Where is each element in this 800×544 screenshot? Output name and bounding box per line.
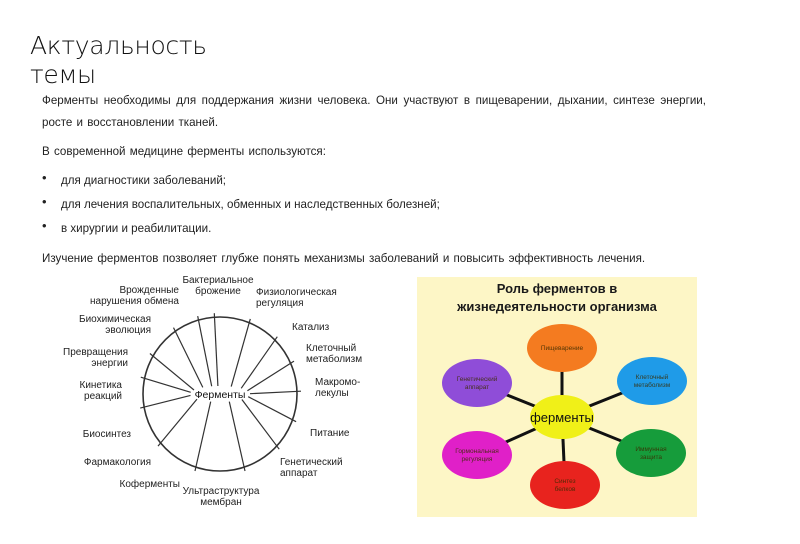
wheel-label [183, 486, 260, 508]
wheel-spoke [231, 319, 250, 387]
role-node [442, 359, 512, 407]
role-center-label: ферменты [530, 410, 594, 425]
title-line-2: темы [30, 60, 96, 89]
role-node-label-line: защита [639, 454, 663, 461]
wheel-label-line: реакций [84, 391, 122, 402]
wheel-label [83, 429, 132, 440]
wheel-label [306, 343, 362, 365]
wheel-spoke [247, 361, 294, 391]
wheel-label-line: регуляция [256, 298, 304, 309]
role-node-label-line: метаболизм [633, 382, 671, 389]
wheel-label-line: Превращения [63, 347, 128, 358]
wheel-label-line: Кинетика [79, 380, 122, 391]
wheel-label [63, 347, 128, 369]
wheel-spoke [141, 377, 191, 392]
wheel-label-line: Ультраструктура [182, 486, 260, 497]
title-line-1: Актуальность [30, 31, 207, 60]
role-node-label-line: Генетический [456, 376, 498, 383]
wheel-spoke [174, 328, 203, 388]
wheel-label [80, 380, 123, 402]
wheel-label-line: Биохимическая [79, 314, 151, 325]
role-node [530, 461, 600, 509]
role-node-label-line: Синтез [554, 478, 576, 485]
wheel-label-line: Питание [310, 428, 350, 439]
wheel-label-line: Макромо- [315, 377, 361, 388]
wheel-label-line: мембран [200, 497, 242, 508]
role-node-label-line: Гормональная [455, 448, 499, 455]
wheel-label-line: Врожденные [119, 285, 179, 296]
role-title-line-2: жизнедеятельности организма [457, 299, 657, 314]
wheel-label-line: Биосинтез [82, 429, 131, 440]
role-node-label-line: белков [554, 486, 576, 493]
wheel-label [310, 428, 350, 439]
role-node-label-line: Пищеварение [540, 345, 584, 352]
wheel-spoke [250, 391, 301, 394]
wheel-label-line: аппарат [280, 468, 318, 479]
wheel-label-line: Коферменты [119, 479, 180, 490]
role-title-line-1: Роль ферментов в [496, 281, 618, 296]
wheel-label-line: Клеточный [306, 343, 357, 354]
role-node-label-line: Клеточный [635, 374, 669, 381]
role-node-label-line: Иммунная [635, 446, 667, 453]
wheel-label-line: нарушения обмена [89, 296, 179, 307]
slide-title [30, 31, 207, 89]
wheel-label-line: лекулы [315, 388, 349, 399]
intro-paragraph: Ферменты необходимы для поддержания жизни человека. Они участвуют в пищеварении, дыхании, синтезе энергии, росте и восстановлении тканей. [42, 94, 706, 129]
wheel-label [84, 457, 151, 468]
enzyme-wheel-diagram [60, 272, 380, 544]
wheel-spoke [242, 400, 279, 450]
wheel-label-line: Катализ [292, 322, 330, 333]
wheel-label-line: Бактериальное [182, 275, 254, 286]
role-node-label-line: аппарат [464, 384, 490, 391]
role-node [616, 429, 686, 477]
wheel-label-line: метаболизм [306, 354, 363, 365]
wheel-label-line: эволюция [105, 325, 151, 336]
wheel-label [315, 377, 360, 399]
wheel-spoke [198, 316, 212, 386]
wheel-label [90, 285, 179, 307]
wheel-label [292, 322, 330, 333]
list-item: • для лечения воспалительных, обменных и наследственных болезней; [42, 193, 440, 217]
wheel-label-line: Физиологическая [256, 287, 337, 298]
usage-paragraph: В современной медицине ферменты используются: [42, 145, 326, 158]
wheel-label [120, 478, 180, 490]
wheel-spoke [241, 337, 277, 389]
wheel-label-line: энергии [91, 358, 128, 369]
wheel-label-line: Генетический [280, 457, 343, 468]
wheel-label [182, 275, 253, 297]
list-item: • в хирургии и реабилитации. [42, 217, 440, 241]
wheel-spoke [195, 402, 211, 471]
role-node-label [541, 345, 584, 352]
list-item: • для диагностики заболеваний; [42, 169, 440, 193]
role-node-label [554, 478, 576, 493]
conclusion-paragraph: Изучение ферментов позволяет глубже понять механизмы заболеваний и повысить эффективность лечения. [42, 252, 646, 265]
wheel-spoke [229, 402, 245, 471]
wheel-label [79, 314, 151, 336]
wheel-spoke [214, 313, 218, 386]
role-node-label-line: регуляция [461, 456, 493, 463]
wheel-center-label: Ферменты [194, 389, 246, 401]
wheel-label [280, 457, 343, 479]
wheel-label-line: брожение [195, 286, 241, 297]
role-node [442, 431, 512, 479]
wheel-label [256, 287, 337, 309]
wheel-spoke [140, 395, 190, 408]
usage-list [42, 169, 440, 241]
role-node [617, 357, 687, 405]
enzyme-role-diagram [417, 277, 697, 517]
wheel-spoke [150, 354, 194, 391]
wheel-label-line: Фармакология [83, 457, 151, 468]
wheel-spoke [158, 399, 197, 446]
